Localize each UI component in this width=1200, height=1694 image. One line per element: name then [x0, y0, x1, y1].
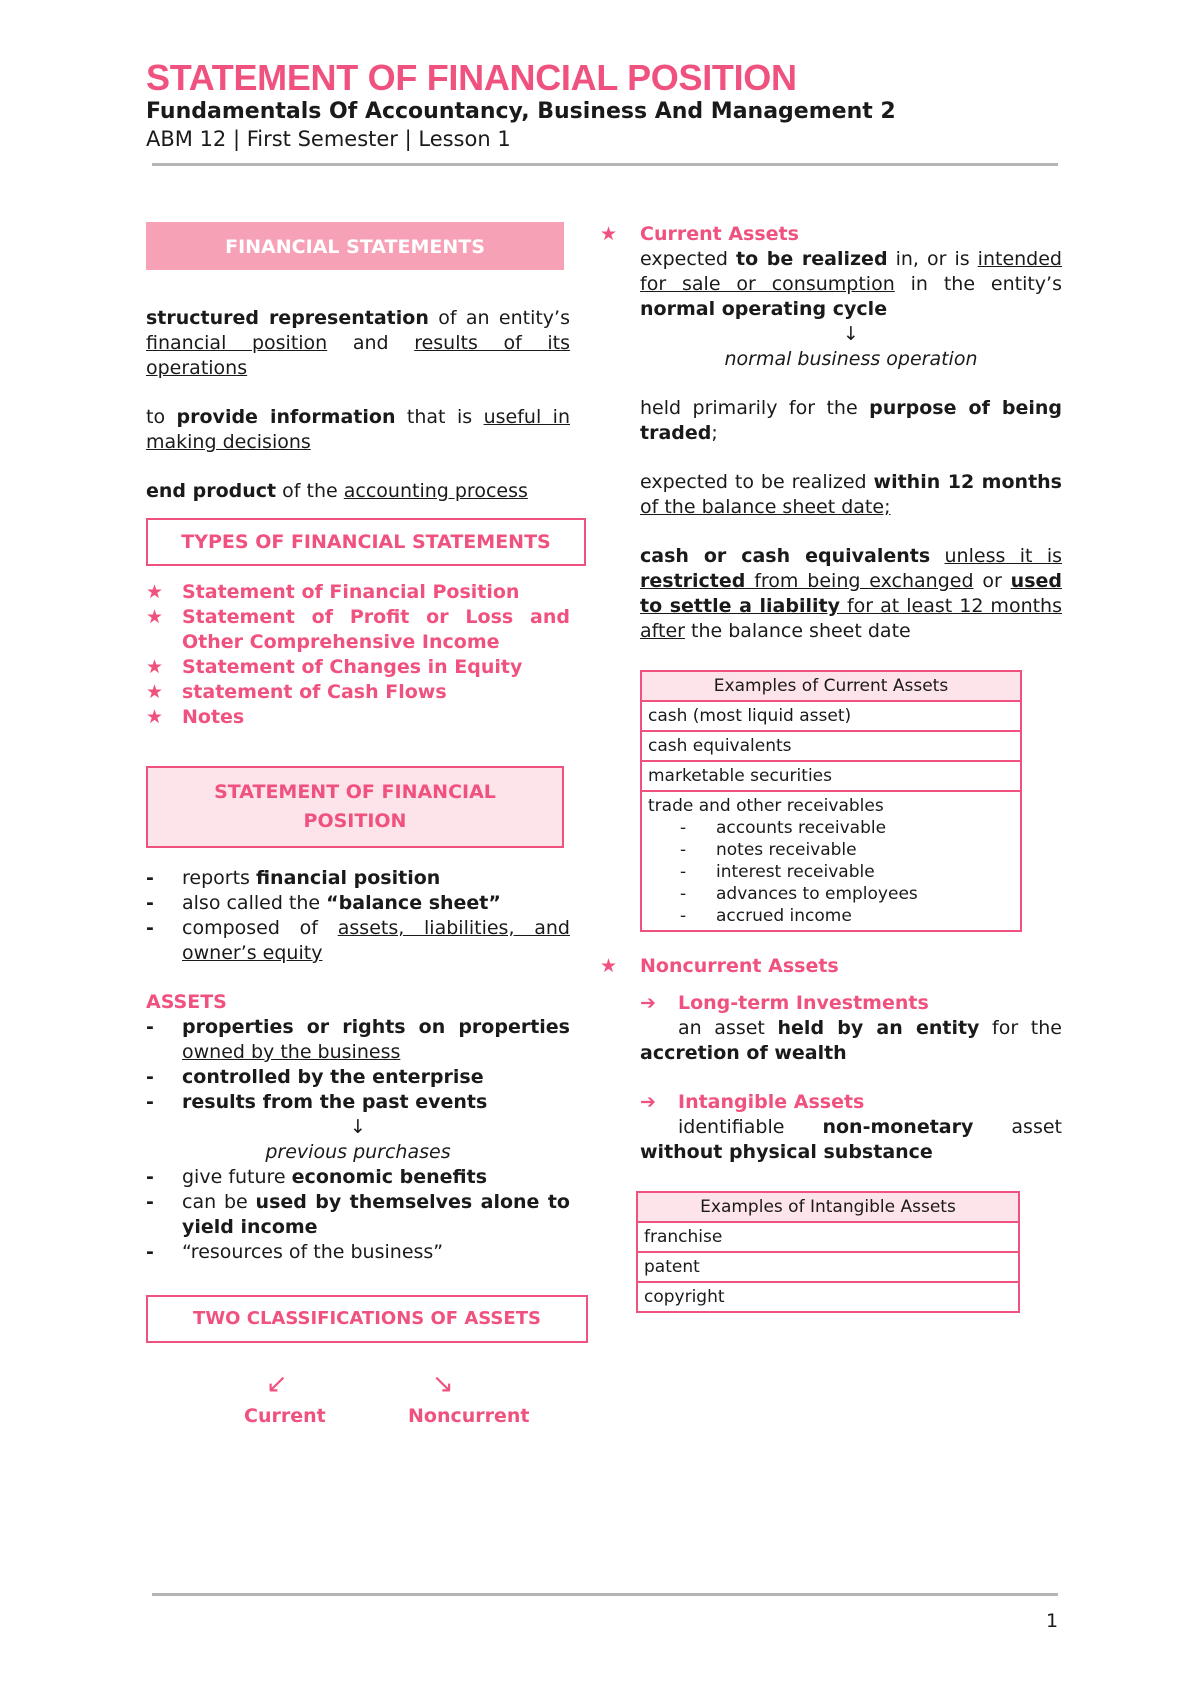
star-icon: ★: [146, 581, 164, 603]
noncurrent-classification: Noncurrent: [408, 1405, 530, 1427]
list-item: - accrued income: [680, 906, 852, 926]
list-item: ★ Statement of Financial Position: [146, 581, 520, 603]
page-number: 1: [1046, 1610, 1059, 1632]
current-assets-definition: expected to be realized in, or is intended for sale or consumption in the entity’s normal operating cycle: [640, 248, 1062, 320]
page-header: [146, 58, 1058, 152]
table-row: patent: [637, 1252, 1019, 1282]
star-icon: ★: [146, 656, 164, 678]
current-assets-criterion-1: held primarily for the purpose of being traded;: [640, 397, 1063, 444]
star-icon: ★: [146, 681, 164, 703]
list-item: - also called the “balance sheet”: [146, 892, 501, 914]
list-item: - composed of assets, liabilities, and owner’s equity: [146, 917, 570, 964]
right-column: [600, 222, 1063, 1313]
page-subtitle: Fundamentals Of Accountancy, Business And Management 2: [146, 99, 896, 124]
list-item: - reports financial position: [146, 867, 441, 889]
fs-definition-3: end product of the accounting process: [146, 480, 528, 502]
star-icon: ★: [600, 223, 618, 245]
assets-list-2: [146, 1165, 570, 1265]
intangible-assets-examples-table: [636, 1191, 1020, 1313]
list-item: - notes receivable: [680, 840, 857, 860]
table-row: trade and other receivables - accounts receivable - notes receivable - interest receivable - advances to employees - accrued income: [641, 791, 1021, 931]
arrow-right-icon: ➔: [640, 992, 656, 1014]
intangible-assets-definition: identifiable non-monetary asset without physical substance: [640, 1116, 1062, 1163]
financial-statements-heading: FINANCIAL STATEMENTS: [146, 222, 564, 270]
arrow-right-icon: ➔: [640, 1091, 656, 1113]
sfp-heading: STATEMENT OF FINANCIAL POSITION: [146, 766, 564, 848]
current-assets-criterion-3: cash or cash equivalents unless it is restricted from being exchanged or used to settle a liability for at least 12 months after the balance sheet date: [640, 545, 1063, 642]
list-item: - “resources of the business”: [146, 1241, 444, 1263]
star-icon: ★: [146, 606, 164, 628]
table-row: marketable securities: [641, 761, 1021, 791]
current-classification: Current: [244, 1405, 326, 1427]
list-item: - advances to employees: [680, 884, 918, 904]
table-row: cash (most liquid asset): [641, 701, 1021, 731]
types-of-financial-statements-heading: TYPES OF FINANCIAL STATEMENTS: [146, 518, 586, 566]
table-header: Examples of Intangible Assets: [637, 1192, 1019, 1222]
list-item: ★ Notes: [146, 706, 245, 728]
page-meta: ABM 12 | First Semester | Lesson 1: [146, 127, 511, 151]
star-icon: ★: [146, 706, 164, 728]
table-row: franchise: [637, 1222, 1019, 1252]
table-header: Examples of Current Assets: [641, 671, 1021, 701]
intangible-assets-title: ➔ Intangible Assets: [640, 1091, 865, 1113]
assets-note: previous purchases: [265, 1141, 451, 1163]
list-item: ★ statement of Cash Flows: [146, 681, 447, 703]
assets-label: ASSETS: [146, 991, 227, 1013]
current-assets-title: ★ Current Assets: [600, 223, 799, 245]
two-classifications-heading: TWO CLASSIFICATIONS OF ASSETS: [146, 1295, 588, 1343]
arrow-down-left-icon: ↙: [266, 1369, 288, 1399]
list-item: - results from the past events: [146, 1091, 488, 1113]
noncurrent-assets-title: ★ Noncurrent Assets: [600, 955, 839, 977]
list-item: ★ Statement of Profit or Loss and Other Comprehensive Income: [146, 606, 570, 653]
current-assets-criterion-2: expected to be realized within 12 months of the balance sheet date;: [640, 471, 1062, 518]
arrow-down-right-icon: ↘: [432, 1369, 454, 1399]
long-term-investments-definition: an asset held by an entity for the accretion of wealth: [640, 1017, 1062, 1064]
table-row: copyright: [637, 1282, 1019, 1312]
list-item: - give future economic benefits: [146, 1166, 488, 1188]
long-term-investments-title: ➔ Long-term Investments: [640, 992, 929, 1014]
down-arrow-icon: ↓: [843, 323, 859, 345]
star-icon: ★: [600, 955, 618, 977]
list-item: - properties or rights on properties owned by the business: [146, 1016, 570, 1063]
fs-definition-2: to provide information that is useful in making decisions: [146, 406, 570, 453]
list-item: - can be used by themselves alone to yield income: [146, 1191, 570, 1238]
page-title: STATEMENT OF FINANCIAL POSITION: [146, 57, 797, 98]
left-column: [146, 222, 570, 1433]
list-item: - accounts receivable: [680, 818, 887, 838]
header-divider: [152, 163, 1058, 166]
down-arrow-icon: ↓: [350, 1116, 366, 1138]
receivables-list: [648, 817, 1014, 927]
list-item: - controlled by the enterprise: [146, 1066, 484, 1088]
sfp-list: [146, 866, 570, 966]
table-row: cash equivalents: [641, 731, 1021, 761]
fs-definition-1: structured representation of an entity’s financial position and results of its operations: [146, 307, 571, 379]
assets-list: [146, 1015, 570, 1115]
footer-divider: [152, 1593, 1058, 1596]
list-item: - interest receivable: [680, 862, 875, 882]
current-assets-note: normal business operation: [724, 348, 978, 370]
types-list: [146, 580, 570, 730]
list-item: ★ Statement of Changes in Equity: [146, 656, 523, 678]
current-assets-examples-table: [640, 670, 1022, 932]
